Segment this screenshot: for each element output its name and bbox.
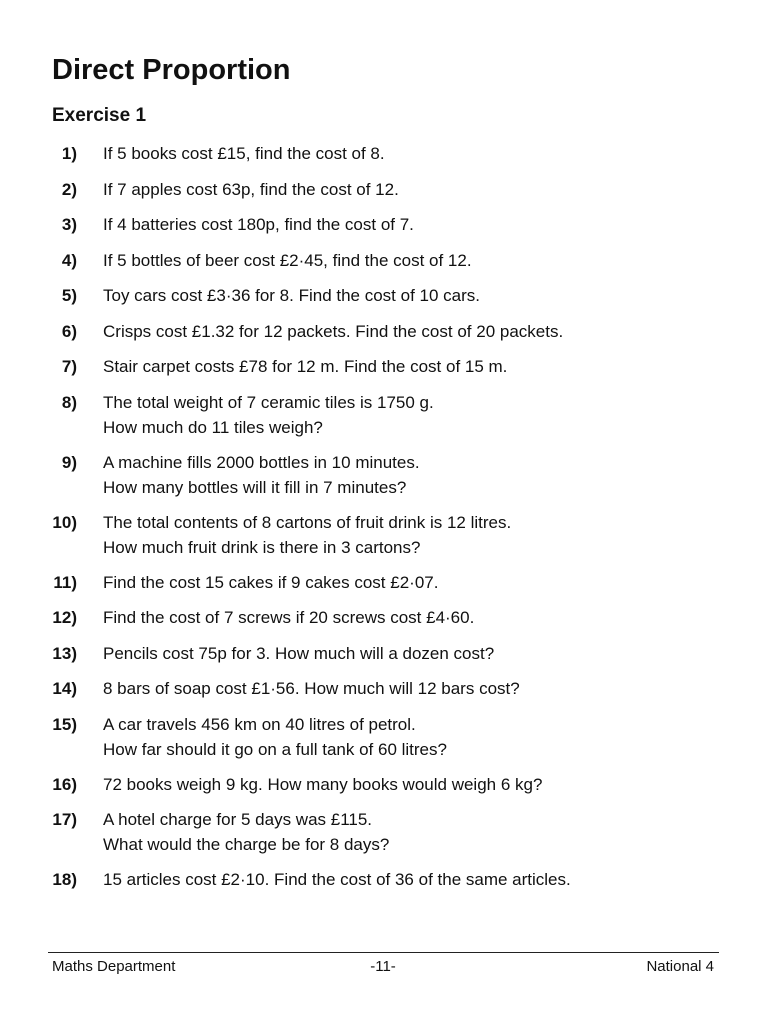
question-text [103, 450, 742, 500]
question-number: 12) [52, 608, 77, 627]
question-line: The total weight of 7 ceramic tiles is 1750 g. [103, 392, 434, 412]
question-text [103, 319, 742, 344]
question-item [52, 319, 742, 344]
question-line: If 5 bottles of beer cost £2·45, find the cost of 12. [103, 250, 472, 270]
question-line: A machine fills 2000 bottles in 10 minutes. [103, 452, 420, 472]
page-footer [52, 956, 714, 978]
question-item [52, 867, 742, 892]
question-item [52, 510, 742, 560]
question-line: If 7 apples cost 63p, find the cost of 12. [103, 179, 399, 199]
question-line: Stair carpet costs £78 for 12 m. Find the cost of 15 m. [103, 357, 508, 376]
question-line: A hotel charge for 5 days was £115. [103, 810, 373, 829]
question-text [103, 641, 742, 666]
question-item [52, 676, 742, 701]
question-text [103, 867, 742, 892]
question-text [103, 570, 742, 595]
question-item [52, 283, 742, 308]
question-number: 18) [52, 870, 77, 889]
question-text [103, 283, 742, 308]
question-item [52, 354, 742, 379]
question-number: 15) [52, 714, 77, 734]
question-line: Crisps cost £1.32 for 12 packets. Find the cost of 20 packets. [103, 321, 564, 341]
question-number: 17) [52, 810, 77, 829]
question-text [103, 248, 742, 273]
question-text [103, 212, 742, 237]
question-number: 4) [61, 250, 77, 270]
question-number: 1) [61, 144, 77, 163]
question-line: What would the charge be for 8 days? [103, 835, 390, 854]
question-line: 15 articles cost £2·10. Find the cost of 36 of the same articles. [103, 870, 571, 889]
question-item [52, 141, 742, 166]
question-line: How much fruit drink is there in 3 cartons? [103, 537, 421, 557]
question-number: 13) [52, 643, 77, 663]
question-line: How much do 11 tiles weigh? [103, 417, 323, 437]
question-number: 5) [61, 286, 77, 305]
question-number: 14) [52, 679, 77, 698]
question-number: 3) [61, 215, 77, 234]
question-item [52, 570, 742, 595]
page-title: Direct Proportion [52, 54, 291, 86]
exercise-heading: Exercise 1 [52, 105, 147, 126]
question-number: 7) [61, 357, 77, 376]
question-item [52, 772, 742, 797]
footer-department: Maths Department [52, 958, 176, 975]
question-item [52, 450, 742, 500]
question-number: 16) [52, 774, 77, 794]
question-item [52, 605, 742, 630]
question-number: 9) [61, 452, 77, 472]
question-line: Find the cost of 7 screws if 20 screws cost £4·60. [103, 608, 475, 627]
question-text [103, 807, 742, 857]
question-item [52, 807, 742, 857]
question-line: Toy cars cost £3·36 for 8. Find the cost of 10 cars. [103, 286, 481, 305]
question-line: If 5 books cost £15, find the cost of 8. [103, 144, 385, 163]
question-line: Find the cost 15 cakes if 9 cakes cost £2·07. [103, 572, 439, 592]
question-line: 8 bars of soap cost £1·56. How much will 12 bars cost? [103, 679, 520, 698]
question-text [103, 510, 742, 560]
question-item [52, 248, 742, 273]
question-line: How far should it go on a full tank of 60 litres? [103, 739, 447, 759]
question-line: 72 books weigh 9 kg. How many books would weigh 6 kg? [103, 774, 543, 794]
question-line: A car travels 456 km on 40 litres of petrol. [103, 714, 416, 734]
question-list [52, 141, 742, 903]
footer-divider [48, 952, 719, 953]
question-item [52, 641, 742, 666]
question-text [103, 712, 742, 762]
footer-page-number: -11- [370, 958, 396, 975]
question-item [52, 712, 742, 762]
question-item [52, 212, 742, 237]
question-text [103, 390, 742, 440]
question-number: 6) [61, 321, 77, 341]
question-text [103, 177, 742, 202]
question-line: If 4 batteries cost 180p, find the cost of 7. [103, 215, 414, 234]
question-line: The total contents of 8 cartons of fruit drink is 12 litres. [103, 512, 512, 532]
question-text [103, 141, 742, 166]
question-line: Pencils cost 75p for 3. How much will a dozen cost? [103, 643, 495, 663]
question-item [52, 177, 742, 202]
question-text [103, 354, 742, 379]
question-text [103, 676, 742, 701]
question-number: 8) [61, 392, 77, 412]
question-number: 2) [61, 179, 77, 199]
question-item [52, 390, 742, 440]
question-number: 11) [53, 572, 77, 592]
question-text [103, 605, 742, 630]
footer-level: National 4 [646, 958, 714, 975]
question-number: 10) [52, 512, 77, 532]
question-line: How many bottles will it fill in 7 minutes? [103, 477, 407, 497]
question-text [103, 772, 742, 797]
